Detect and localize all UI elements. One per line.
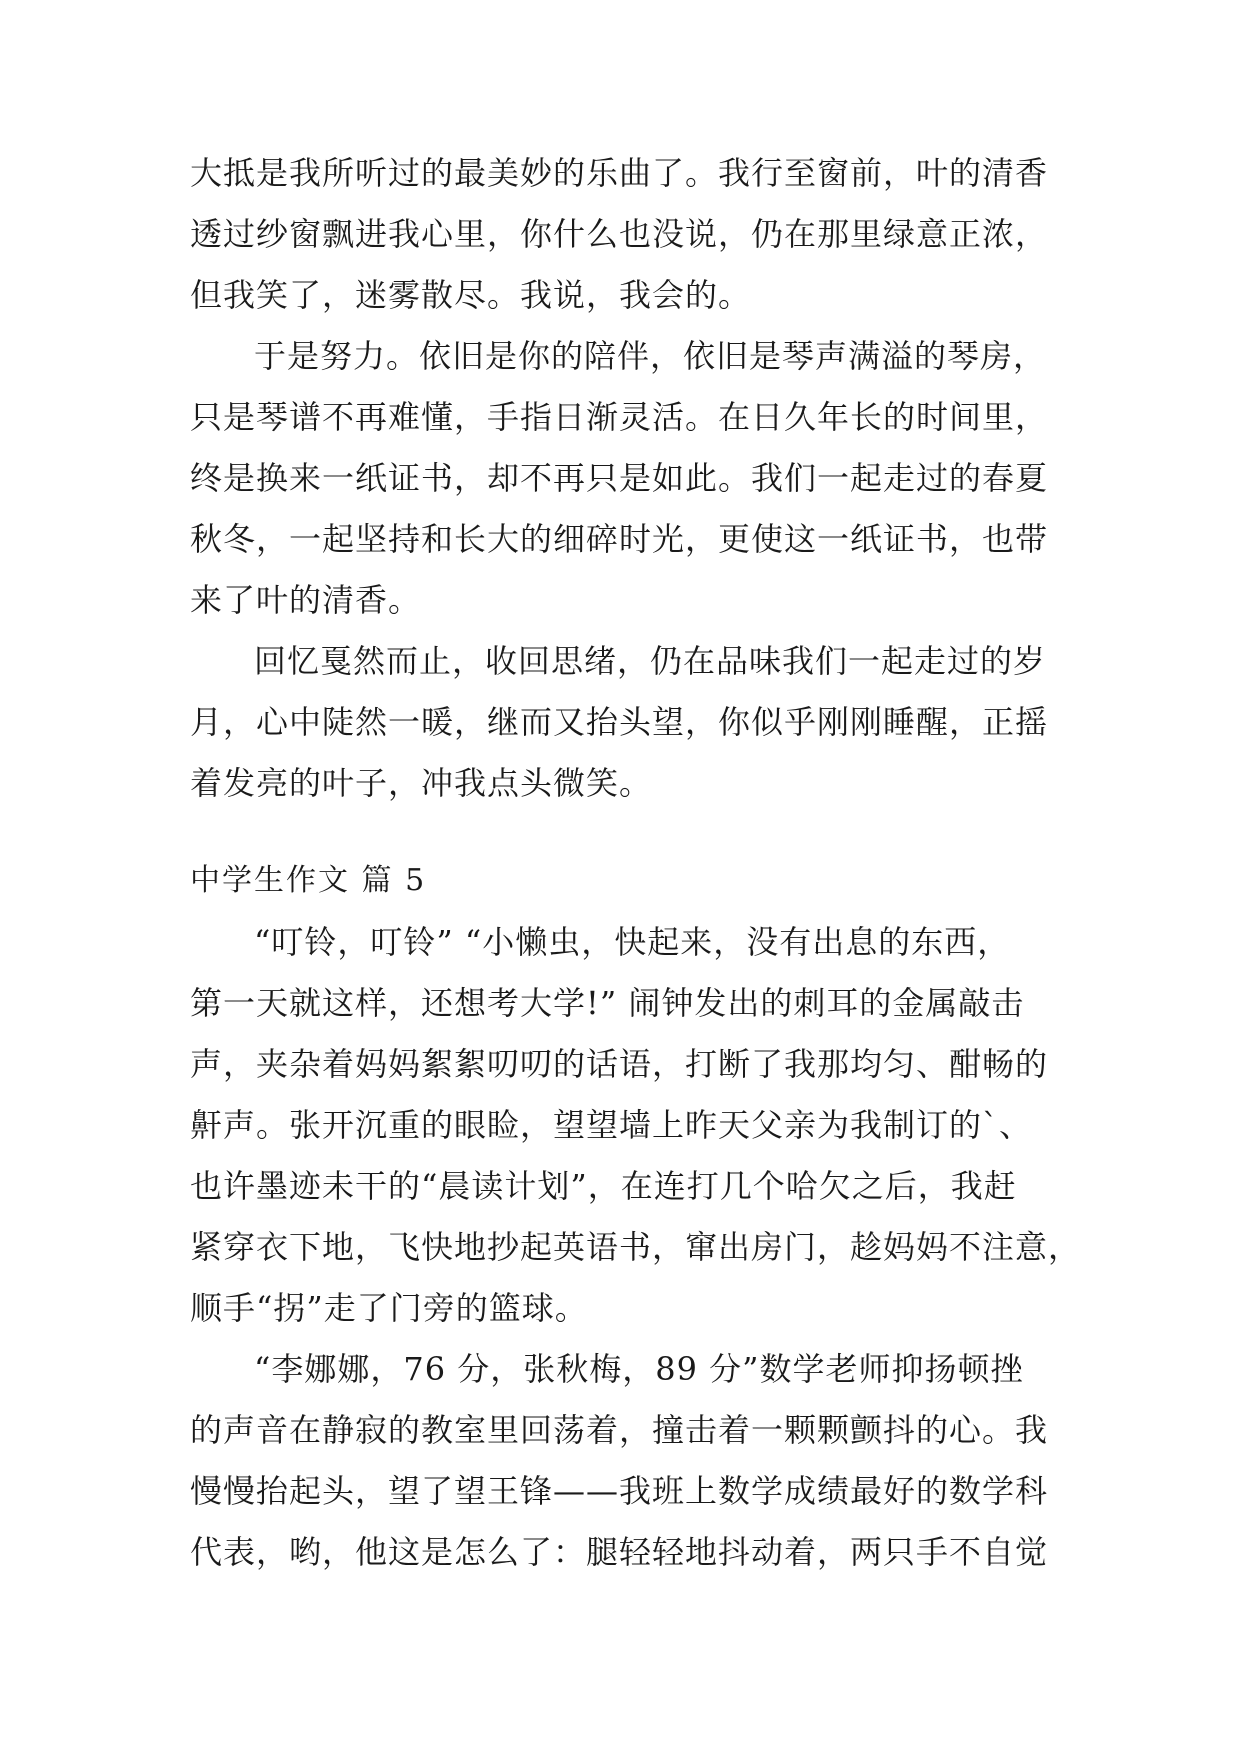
paragraph-line: 月，心中陡然一暖，继而又抬头望，你似乎刚刚睡醒，正摇	[190, 703, 1049, 741]
paragraph-line: 回忆戛然而止，收回思绪，仍在品味我们一起走过的岁	[254, 642, 1047, 680]
paragraph-line: 大抵是我所听过的最美妙的乐曲了。我行至窗前，叶的清香	[190, 154, 1049, 192]
paragraph-line: 代表，哟，他这是怎么了：腿轻轻地抖动着，两只手不自觉	[190, 1533, 1049, 1571]
paragraph-line: 顺手“拐”走了门旁的篮球。	[190, 1289, 588, 1327]
paragraph-line: 紧穿衣下地，飞快地抄起英语书，窜出房门，趁妈妈不注意，	[190, 1228, 1082, 1266]
paragraph-line: 鼾声。张开沉重的眼睑，望望墙上昨天父亲为我制订的`、	[190, 1106, 1033, 1144]
paragraph-line: 第一天就这样，还想考大学!” 闹钟发出的刺耳的金属敲击	[190, 984, 1025, 1022]
paragraph-line: 慢慢抬起头，望了望王锋——我班上数学成绩最好的数学科	[190, 1472, 1049, 1510]
paragraph-line: 的声音在静寂的教室里回荡着，撞击着一颗颗颤抖的心。我	[190, 1411, 1049, 1449]
paragraph-line: 也许墨迹未干的“晨读计划”，在连打几个哈欠之后，我赶	[190, 1167, 1017, 1205]
paragraph-line: “叮铃，叮铃” “小懒虫，快起来，没有出息的东西，	[254, 923, 1011, 961]
paragraph-line: 终是换来一纸证书，却不再只是如此。我们一起走过的春夏	[190, 459, 1049, 497]
paragraph-line: 来了叶的清香。	[190, 581, 422, 619]
paragraph-line: 秋冬，一起坚持和长大的细碎时光，更使这一纸证书，也带	[190, 520, 1049, 558]
paragraph-line: 但我笑了，迷雾散尽。我说，我会的。	[190, 276, 752, 314]
paragraph-line: 声，夹杂着妈妈絮絮叨叨的话语，打断了我那均匀、酣畅的	[190, 1045, 1049, 1083]
paragraph-line: 于是努力。依旧是你的陪伴，依旧是琴声满溢的琴房，	[254, 337, 1047, 375]
paragraph-line: 只是琴谱不再难懂，手指日渐灵活。在日久年长的时间里，	[190, 398, 1049, 436]
section-heading: 中学生作文 篇 5	[190, 863, 427, 898]
paragraph-line: 着发亮的叶子，冲我点头微笑。	[190, 764, 653, 802]
paragraph-line: “李娜娜，76 分，张秋梅，89 分”数学老师抑扬顿挫	[254, 1350, 1024, 1388]
paragraph-line: 透过纱窗飘进我心里，你什么也没说，仍在那里绿意正浓，	[190, 215, 1049, 253]
